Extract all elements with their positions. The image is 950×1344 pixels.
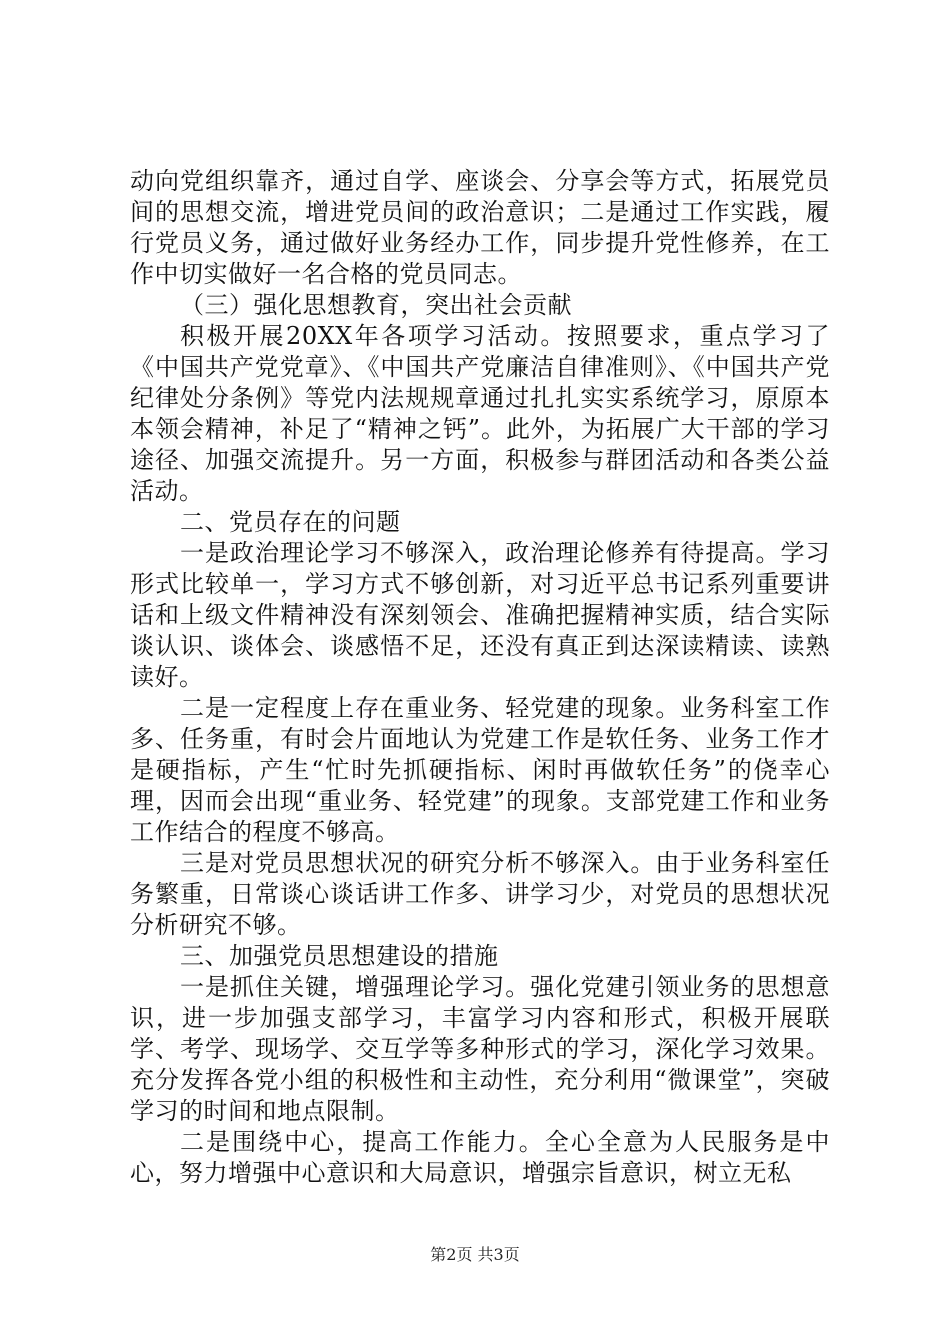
section-heading-problems: 二、党员存在的问题 [180,508,401,536]
paragraph-measure-1: 一是抓住关键，增强理论学习。强化党建引领业务的思想意识，进一步加强支部学习，丰富学习内容和形式，积极开展联学、考学、现场学、交互学等多种形式的学习，深化学习效果。充分发挥各党小组的积极性和主动性，充分利用“微课堂”，突破学习的时间和地点限制。 [130,973,830,1125]
paragraph-problem-1: 一是政治理论学习不够深入，政治理论修养有待提高。学习形式比较单一，学习方式不够创新，对习近平总书记系列重要讲话和上级文件精神没有深刻领会、准确把握精神实质，结合实际谈认识、谈体会、谈感悟不足，还没有真正到达深读精读、读熟读好。 [130,539,830,691]
paragraph-1: 动向党组织靠齐，通过自学、座谈会、分享会等方式，拓展党员间的思想交流，增进党员间的政治意识；二是通过工作实践，履行党员义务，通过做好业务经办工作，同步提升党性修养，在工作中切实做好一名合格的党员同志。 [130,167,830,288]
paragraph-problem-2: 二是一定程度上存在重业务、轻党建的现象。业务科室工作多、任务重，有时会片面地认为党建工作是软任务、业务工作才是硬指标，产生“忙时先抓硬指标、闲时再做软任务”的侥幸心理，因而会出现“重业务、轻党建”的现象。支部党建工作和业务工作结合的程度不够高。 [130,694,830,846]
paragraph-measure-2: 二是围绕中心，提高工作能力。全心全意为人民服务是中心，努力增强中心意识和大局意识，增强宗旨意识，树立无私 [130,1128,830,1187]
section-heading-measures: 三、加强党员思想建设的措施 [180,942,499,970]
paragraph-study: 积极开展20XX年各项学习活动。按照要求，重点学习了《中国共产党党章》、《中国共产党廉洁自律准则》、《中国共产党纪律处分条例》等党内法规规章通过扎扎实实系统学习，原原本本领会精神，补足了“精神之钙”。此外，为拓展广大干部的学习途径、加强交流提升。另一方面，积极参与群团活动和各类公益活动。 [130,322,830,505]
document-body [130,166,830,1189]
section-heading-3: （三）强化思想教育，突出社会贡献 [180,291,572,319]
page-footer: 第2页 共3页 [430,1245,520,1264]
paragraph-problem-3: 三是对党员思想状况的研究分析不够深入。由于业务科室任务繁重，日常谈心谈话讲工作多、讲学习少，对党员的思想状况分析研究不够。 [130,849,830,939]
